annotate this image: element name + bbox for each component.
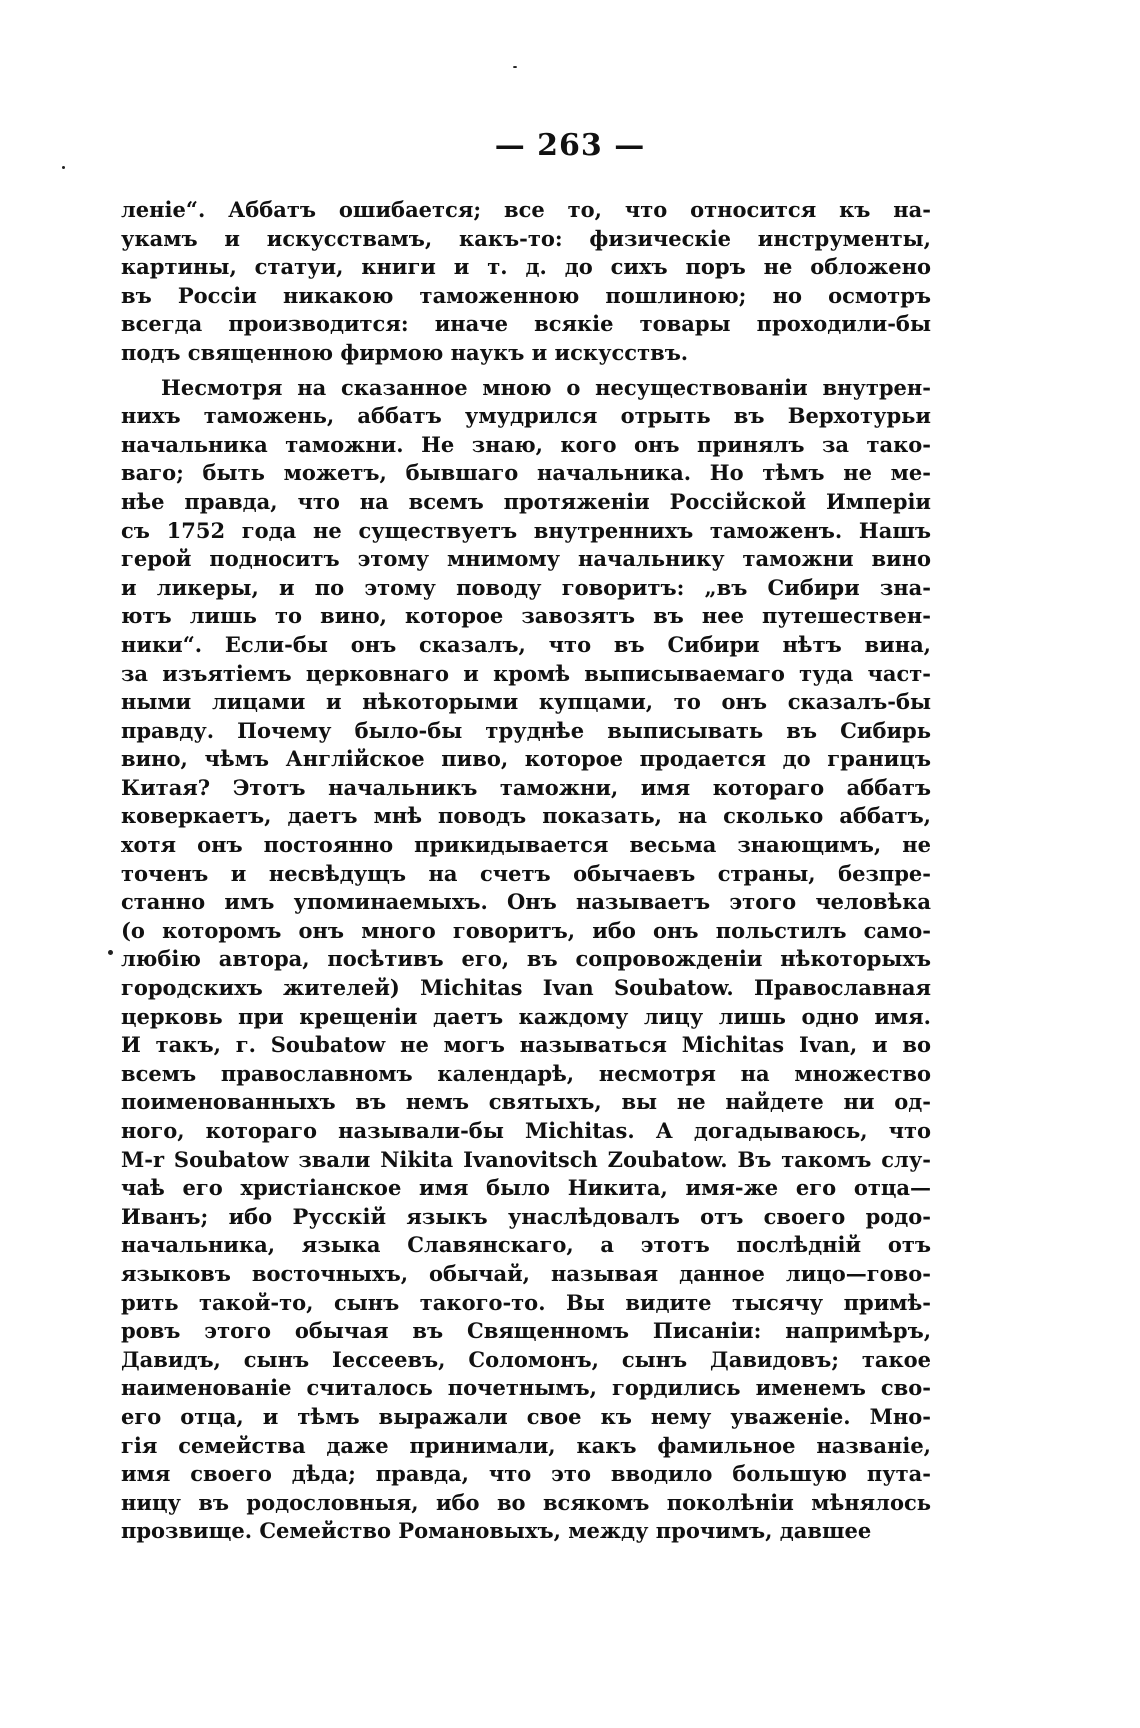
text-line: ваго; быть можетъ, бывшаго начальника. Но тѣмъ не ме- xyxy=(121,460,931,486)
text-line: наименованiе считалось почетнымъ, гордились именемъ сво- xyxy=(121,1375,931,1401)
text-line: (о которомъ онъ много говоритъ, ибо онъ польстилъ само- xyxy=(121,917,931,943)
text-line: вино, чѣмъ Англiйское пиво, которое продается до границъ xyxy=(121,746,931,772)
text-line: M-r Soubatow звали Nikita Ivanovitsch Zoubatow. Въ такомъ слу- xyxy=(121,1146,931,1172)
text-line: съ 1752 года не существуетъ внутреннихъ таможенъ. Нашъ xyxy=(121,517,931,543)
text-line: Иванъ; ибо Русскiй языкъ унаслѣдовалъ отъ своего родо- xyxy=(121,1203,931,1229)
text-line: начальника таможни. Не знаю, кого онъ принялъ за тако- xyxy=(121,431,931,457)
text-line: коверкаетъ, даетъ мнѣ поводъ показать, на сколько аббатъ, xyxy=(121,803,931,829)
text-line: ницу въ родословныя, ибо во всякомъ поколѣнiи мѣнялось xyxy=(121,1489,931,1515)
text-line: всемъ православномъ календарѣ, несмотря на множество xyxy=(121,1060,931,1086)
text-line: нихъ таможень, аббатъ умудрился отрыть въ Верхотурьи xyxy=(121,403,931,429)
text-line: языковъ восточныхъ, обычай, называя данное лицо—гово- xyxy=(121,1260,931,1286)
text-line: Давидъ, сынъ Iессеевъ, Соломонъ, сынъ Давидовъ; такое xyxy=(121,1346,931,1372)
text-line: чаѣ его христiанское имя было Никита, имя-же его отца— xyxy=(121,1175,931,1201)
text-line: ровъ этого обычая въ Священномъ Писанiи: напримѣръ, xyxy=(121,1318,931,1344)
text-line: поименованныхъ въ немъ святыхъ, вы не найдете ни од- xyxy=(121,1089,931,1115)
text-line: его отца, и тѣмъ выражали свое къ нему уваженiе. Мно- xyxy=(121,1403,931,1429)
text-line: точенъ и несвѣдущъ на счетъ обычаевъ страны, безпре- xyxy=(121,860,931,886)
text-line: гiя семейства даже принимали, какъ фамильное названiе, xyxy=(121,1432,931,1458)
body-text xyxy=(121,196,931,1546)
print-speck xyxy=(108,950,113,955)
text-line: прозвище. Семейство Романовыхъ, между прочимъ, давшее xyxy=(121,1518,872,1544)
text-line: станно имъ упоминаемыхъ. Онъ называетъ этого человѣка xyxy=(121,889,931,915)
text-line: подъ священною фирмою наукъ и искусствъ. xyxy=(121,339,689,365)
text-line: Несмотря на сказанное мною о несуществованiи внутрен- xyxy=(161,374,931,400)
page-number: — 263 — xyxy=(494,128,646,163)
text-line: укамъ и искусствамъ, какъ-то: физическiе инструменты, xyxy=(121,225,931,251)
print-speck xyxy=(62,166,65,169)
text-line: всегда производится: иначе всякiе товары проходили-бы xyxy=(121,311,931,337)
text-line: любiю автора, посѣтивъ его, въ сопровожденiи нѣкоторыхъ xyxy=(121,946,931,972)
text-line: правду. Почему было-бы труднѣе выписывать въ Сибирь xyxy=(121,717,931,743)
text-line: городскихъ жителей) Michitas Ivan Soubatow. Православная xyxy=(121,975,931,1001)
paragraph xyxy=(121,196,931,368)
text-line: рить такой-то, сынъ такого-то. Вы видите тысячу примѣ- xyxy=(121,1289,931,1315)
print-speck xyxy=(513,66,517,68)
text-line: церковь при крещенiи даетъ каждому лицу лишь одно имя. xyxy=(121,1003,931,1029)
text-line: Китая? Этотъ начальникъ таможни, имя котораго аббатъ xyxy=(121,774,931,800)
paragraph xyxy=(121,374,931,1546)
text-line: хотя онъ постоянно прикидывается весьма знающимъ, не xyxy=(121,832,931,858)
text-line: за изъятiемъ церковнаго и кромѣ выписываемаго туда част- xyxy=(121,660,931,686)
text-line: имя своего дѣда; правда, что это вводило большую путa- xyxy=(121,1461,931,1487)
text-line: И такъ, г. Soubatow не могъ называться Michitas Ivan, и во xyxy=(121,1032,931,1058)
text-line: герой подноситъ этому мнимому начальнику таможни вино xyxy=(121,546,931,572)
text-line: и ликеры, и по этому поводу говоритъ: „въ Сибири зна- xyxy=(121,574,931,600)
text-line: ники“. Если-бы онъ сказалъ, что въ Сибири нѣтъ вина, xyxy=(121,631,931,657)
text-line: ного, котораго называли-бы Michitas. А догадываюсь, что xyxy=(121,1118,931,1143)
text-line: картины, статуи, книги и т. д. до сихъ поръ не обложено xyxy=(121,254,931,280)
text-line: ными лицами и нѣкоторыми купцами, то онъ сказалъ-бы xyxy=(121,689,931,715)
text-line: ленiе“. Аббатъ ошибается; все то, что относится къ на- xyxy=(121,197,931,222)
text-line: начальника, языка Славянскаго, а этотъ послѣднiй отъ xyxy=(121,1232,931,1258)
text-line: въ Россiи никакою таможенною пошлиною; но осмотръ xyxy=(121,282,931,308)
text-line: ютъ лишь то вино, которое завозятъ въ нее путешествен- xyxy=(121,603,931,629)
text-line: нѣе правда, что на всемъ протяженiи Россiйской Имперiи xyxy=(121,488,931,514)
